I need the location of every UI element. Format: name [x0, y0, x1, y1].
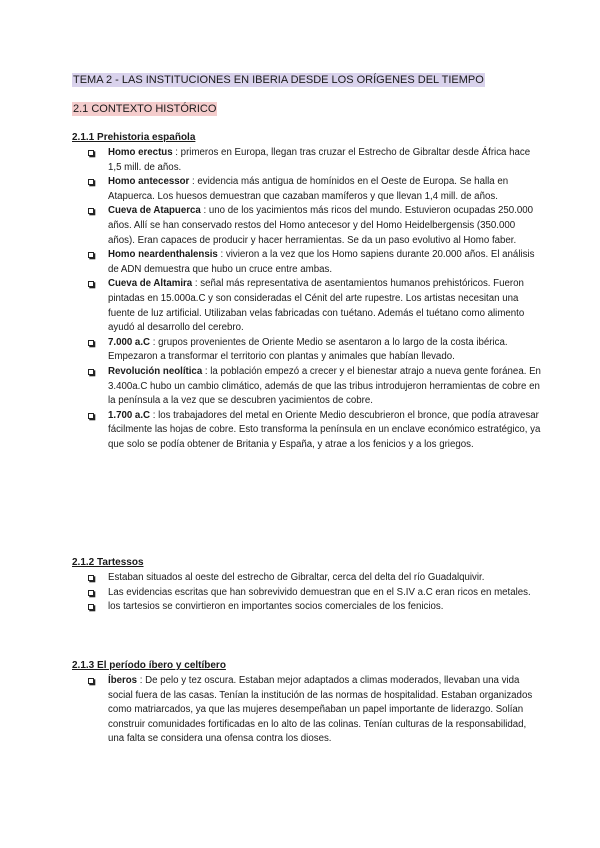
- list-item: [72, 600, 542, 615]
- section-periodo-ibero: [72, 659, 542, 747]
- list-item: [72, 248, 542, 277]
- item-text: : evidencia más antigua de homínidos en el Oeste de Europa. Se halla en Atapuerca. Los huesos demuestran que cazaban mamíferos y que llevan 1,4 mill. de años.: [108, 176, 509, 202]
- checkbox-bullet-icon: [88, 369, 94, 375]
- section-heading: 2.1.2 Tartessos: [72, 557, 144, 568]
- section-heading: 2.1.1 Prehistoria española: [72, 132, 196, 143]
- item-term: Cueva de Altamira: [108, 278, 193, 290]
- item-text: : vivieron a la vez que los Homo sapiens durante 20.000 años. El análisis de ADN demuestra que hubo un cruce entre ambas.: [108, 249, 535, 275]
- item-text: los tartesios se convirtieron en importantes socios comerciales de los fenicios.: [108, 601, 444, 613]
- item-text: : señal más representativa de asentamientos humanos prehistóricos. Fueron pintadas en 15.000a.C y son consideradas el Cénit del arte rupestre. Los artistas necesitan una fuente de luz artificial. Utilizaban velas fabricadas con tuétano. Además el tuétano como alimento ayudó al desarrollo del cerebro.: [108, 278, 525, 334]
- item-text: : grupos provenientes de Oriente Medio se asentaron a lo largo de la costa ibérica. Empezaron a transformar el territorio con plantas y animales que habían llevado.: [108, 336, 508, 363]
- checkbox-bullet-icon: [88, 678, 94, 684]
- checkbox-bullet-icon: [88, 590, 94, 596]
- item-term: Íberos: [108, 675, 138, 686]
- bullet-list: [72, 571, 542, 615]
- checkbox-bullet-icon: [88, 252, 94, 258]
- bullet-list: [72, 674, 542, 747]
- item-text: : De pelo y tez oscura. Estaban mejor adaptados a climas moderados, llevaban una vida social fuera de las casas. Tenían la institución de las normas de hospitalidad. Estaban organizados como matriarcados, ya que las mujeres desempeñaban un papel importante de liderazgo. Solían construir comunidades fortificadas en lo alto de las colinas. Tenían culturas de la responsabilidad, una falta se considera una ofensa contra los dioses.: [108, 675, 533, 745]
- list-item: [72, 175, 542, 204]
- list-item: [72, 336, 542, 365]
- section-title-contexto: 2.1 CONTEXTO HISTÓRICO: [73, 103, 217, 115]
- item-term: 7.000 a.C: [108, 336, 151, 348]
- list-item: [72, 277, 542, 335]
- item-text: : primeros en Europa, llegan tras cruzar el Estrecho de Gibraltar desde África hace 1,5 mill. de años.: [108, 147, 531, 173]
- document-title: TEMA 2 - LAS INSTITUCIONES EN IBERIA DESDE LOS ORÍGENES DEL TIEMPO: [73, 74, 484, 86]
- item-term: Homo neardenthalensis: [108, 249, 218, 261]
- section-heading: 2.1.3 El período íbero y celtíbero: [72, 660, 226, 671]
- item-text: Estaban situados al oeste del estrecho de Gibraltar, cerca del delta del río Guadalquivir.: [108, 572, 485, 583]
- item-text: : uno de los yacimientos más ricos del mundo. Estuvieron ocupadas 250.000 años. Allí se han conservado restos del Homo antecesor y del Homo Heidelbergensis (350.000 años). Eran capaces de producir y hacer herramientas. Se da un paso evolutivo al Homo faber.: [108, 205, 534, 246]
- item-text: Las evidencias escritas que han sobrevivido demuestran que en el S.IV a.C eran ricos en metales.: [108, 586, 531, 598]
- checkbox-bullet-icon: [88, 340, 94, 346]
- list-item: [72, 365, 542, 409]
- section-tartessos: [72, 556, 542, 615]
- checkbox-bullet-icon: [88, 208, 94, 214]
- list-item: [72, 571, 542, 586]
- section-prehistoria: [72, 131, 542, 452]
- list-item: [72, 146, 542, 175]
- bullet-list: [72, 146, 542, 452]
- list-item: [72, 409, 542, 453]
- item-text: : la población empezó a crecer y el bienestar atrajo a nueva gente foránea. En 3.400a.C hubo un cambio climático, además de que las tribus introdujeron herramientas de cobre en la península a la vez que se descubren yacimientos de cobre.: [108, 365, 541, 407]
- item-term: 1.700 a.C: [108, 409, 151, 421]
- item-text: : los trabajadores del metal en Oriente Medio descubrieron el bronce, que podía atravesar fácilmente las hojas de cobre. Esto transforma la península en un enclave económico estratégico, ya que solo se podía obtener de Britania y España, y atrae a los fenicios y a los griegos.: [108, 409, 541, 450]
- item-term: Cueva de Atapuerca: [108, 205, 201, 217]
- list-item: [72, 674, 542, 747]
- checkbox-bullet-icon: [88, 281, 94, 287]
- list-item: [72, 204, 542, 248]
- item-term: Homo antecessor: [108, 176, 190, 188]
- checkbox-bullet-icon: [88, 150, 94, 156]
- list-item: [72, 586, 542, 601]
- checkbox-bullet-icon: [88, 604, 94, 610]
- checkbox-bullet-icon: [88, 575, 94, 581]
- item-term: Revolución neolítica: [108, 365, 203, 377]
- item-term: Homo erectus: [108, 147, 173, 158]
- checkbox-bullet-icon: [88, 413, 94, 419]
- checkbox-bullet-icon: [88, 179, 94, 185]
